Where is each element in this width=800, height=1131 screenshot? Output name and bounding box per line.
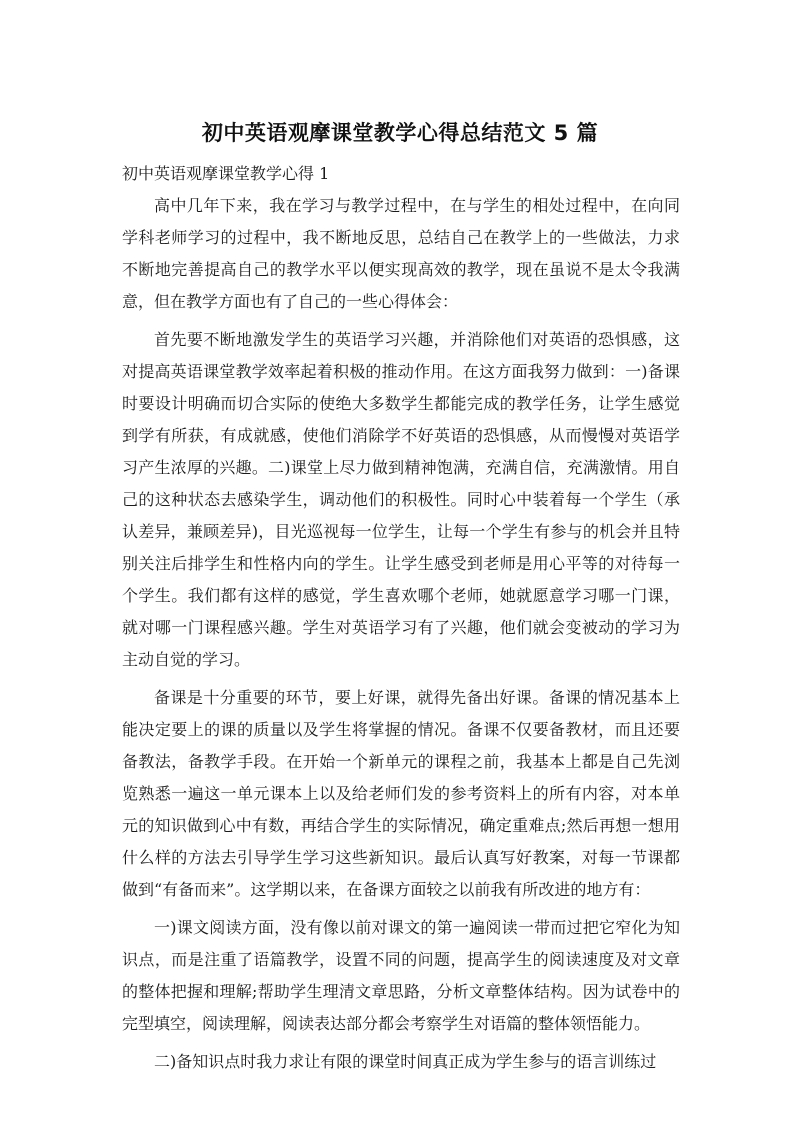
paragraph-3: 备课是十分重要的环节，要上好课，就得先备出好课。备课的情况基本上能决定要上的课的质量以及学生将掌握的情况。备课不仅要备教材，而且还要备教法，备教学手段。在开始一个新单元的课程之前，我基本上都是自己先浏览熟悉一遍这一单元课本上以及给老师们发的参考资料上的所有内容，对本单元的知识做到心中有数，再结合学生的实际情况，确定重难点;然后再想一想用什么样的方法去引导学生学习这些新知识。最后认真写好教案，对每一节课都做到“有备而来”。这学期以来，在备课方面较之以前我有所改进的地方有：: [122, 688, 680, 899]
paragraph-2: 首先要不断地激发学生的英语学习兴趣，并消除他们对英语的恐惧感，这对提高英语课堂教学效率起着积极的推动作用。在这方面我努力做到：一)备课时要设计明确而切合实际的使绝大多数学生都能完成的教学任务，让学生感觉到学有所获，有成就感，使他们消除学不好英语的恐惧感，从而慢慢对英语学习产生浓厚的兴趣。二)课堂上尽力做到精神饱满，充满自信，充满激情。用自己的这种状态去感染学生，调动他们的积极性。同时心中装着每一个学生（承认差异，兼顾差异)，目光巡视每一位学生，让每一个学生有参与的机会并且特别关注后排学生和性格内向的学生。让学生感受到老师是用心平等的对待每一个学生。我们都有这样的感觉，学生喜欢哪个老师，她就愿意学习哪一门课，就对哪一门课程感兴趣。学生对英语学习有了兴趣，他们就会变被动的学习为主动自觉的学习。: [122, 330, 680, 669]
paragraph-4: 一)课文阅读方面，没有像以前对课文的第一遍阅读一带而过把它窄化为知识点，而是注重了语篇教学，设置不同的问题，提高学生的阅读速度及对文章的整体把握和理解;帮助学生理清文章思路，分析文章整体结构。因为试卷中的完型填空，阅读理解，阅读表达部分都会考察学生对语篇的整体领悟能力。: [122, 918, 680, 1033]
document-body: [122, 158, 680, 1078]
document-title: 初中英语观摩课堂教学心得总结范文 5 篇: [201, 121, 599, 145]
paragraph-5: 二)备知识点时我力求让有限的课堂时间真正成为学生参与的语言训练过: [154, 1052, 657, 1071]
paragraph-1: 高中几年下来，我在学习与教学过程中，在与学生的相处过程中，在向同学科老师学习的过程中，我不断地反思，总结自己在教学上的一些做法，力求不断地完善提高自己的教学水平以便实现高效的教学，现在虽说不是太令我满意，但在教学方面也有了自己的一些心得体会：: [122, 196, 680, 311]
section-subheading: 初中英语观摩课堂教学心得 1: [122, 164, 330, 183]
